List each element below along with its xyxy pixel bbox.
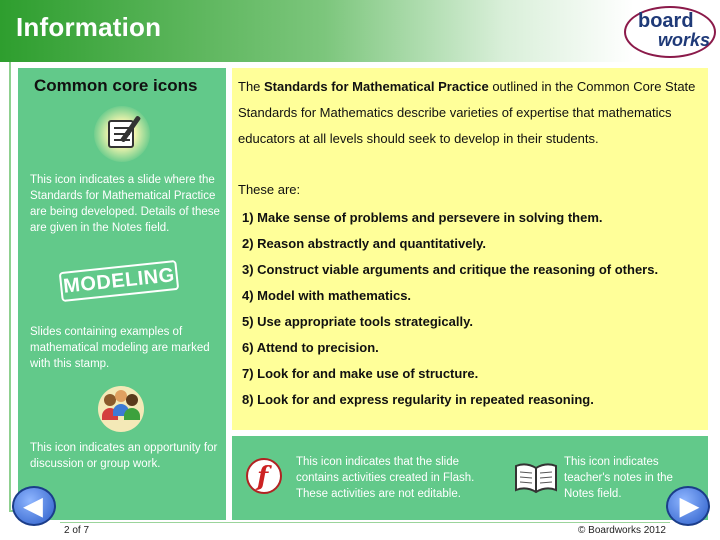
practice-item: 3) Construct viable arguments and critique the reasoning of others. bbox=[242, 262, 659, 277]
flash-icon-description: This icon indicates that the slide contains activities created in Flash. These activities are not editable. bbox=[296, 456, 475, 500]
practice-icon-description: This icon indicates a slide where the Standards for Mathematical Practice are being developed. Details of these are given in the Notes field. bbox=[30, 174, 220, 234]
these-are-label: These are: bbox=[238, 182, 301, 197]
group-discussion-icon bbox=[98, 386, 144, 432]
header-bar bbox=[0, 0, 720, 62]
practice-list bbox=[242, 208, 704, 416]
panel-heading: Common core icons bbox=[34, 76, 198, 95]
checklist-icon bbox=[94, 106, 150, 162]
previous-slide-button[interactable] bbox=[12, 486, 56, 526]
practice-item: 4) Model with mathematics. bbox=[242, 288, 412, 303]
practice-item: 8) Look for and express regularity in repeated reasoning. bbox=[242, 392, 594, 407]
logo-text-works: works bbox=[658, 30, 711, 50]
arrow-right-icon: ▶ bbox=[680, 493, 699, 520]
common-core-icons-panel bbox=[18, 68, 226, 520]
open-book-icon bbox=[514, 460, 558, 494]
modeling-stamp-description: Slides containing examples of mathematical modeling are marked with this stamp. bbox=[30, 326, 210, 370]
icon-legend-panel bbox=[232, 436, 708, 520]
standards-panel bbox=[232, 68, 708, 430]
flash-icon: f bbox=[246, 458, 282, 494]
standards-name: Standards for Mathematical Practice bbox=[264, 79, 489, 94]
copyright-notice: © Boardworks 2012 bbox=[578, 525, 666, 536]
practice-item: 5) Use appropriate tools strategically. bbox=[242, 314, 473, 329]
notes-icon-description: This icon indicates teacher's notes in the Notes field. bbox=[564, 456, 673, 500]
slide-title: Information bbox=[16, 12, 162, 42]
page-indicator: 2 of 7 bbox=[64, 525, 90, 536]
practice-item: 2) Reason abstractly and quantitatively. bbox=[242, 236, 486, 251]
logo-text-board: board bbox=[638, 10, 694, 32]
footer-divider bbox=[60, 522, 670, 523]
practice-item: 1) Make sense of problems and persevere in solving them. bbox=[242, 210, 603, 225]
standards-intro: The Standards for Mathematical Practice outlined in the Common Core State Standards for Mathematics describe varieties of expertise that mathematics educators at all levels should seek to develop in their students. bbox=[238, 79, 696, 146]
boardworks-logo bbox=[624, 6, 716, 58]
frame-line bbox=[9, 62, 11, 512]
arrow-left-icon: ◀ bbox=[24, 493, 43, 520]
modeling-stamp: MODELING bbox=[59, 260, 179, 302]
discussion-icon-description: This icon indicates an opportunity for discussion or group work. bbox=[30, 442, 218, 470]
practice-item: 7) Look for and make use of structure. bbox=[242, 366, 479, 381]
next-slide-button[interactable] bbox=[666, 486, 710, 526]
practice-item: 6) Attend to precision. bbox=[242, 340, 379, 355]
